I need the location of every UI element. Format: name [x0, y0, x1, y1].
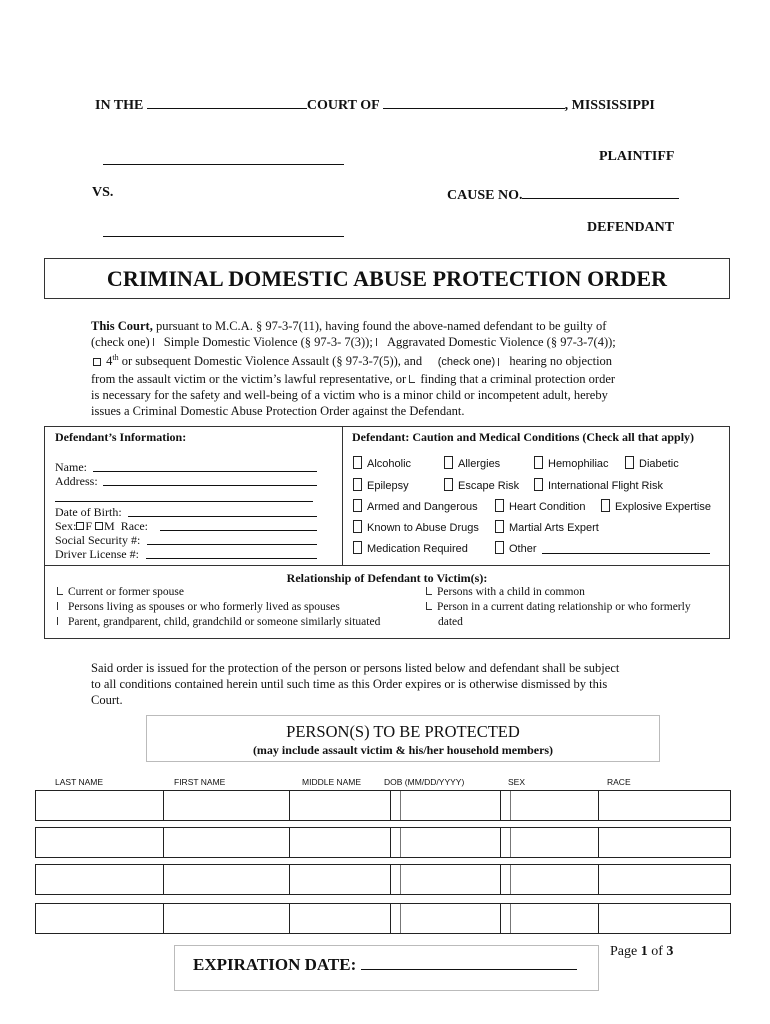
relationship-header: Relationship of Defendant to Victim(s):: [286, 571, 488, 585]
name-label: Name:: [55, 460, 87, 474]
escape-risk-checkbox[interactable]: [444, 478, 453, 491]
flight-risk-checkbox[interactable]: [534, 478, 543, 491]
order-line-1: Said order is issued for the protection of the person or persons listed below and defendant shall be subject: [91, 661, 620, 675]
flight-risk-label: International Flight Risk: [548, 480, 663, 492]
condition-diabetic[interactable]: [625, 456, 679, 470]
ssn-label: Social Security #:: [55, 533, 141, 547]
condition-drugs[interactable]: [353, 520, 479, 534]
col-middle-name: MIDDLE NAME: [302, 777, 362, 787]
sex-f-label: F: [85, 519, 93, 533]
allergies-checkbox[interactable]: [444, 456, 453, 469]
condition-armed[interactable]: [353, 499, 478, 513]
condition-other[interactable]: [495, 541, 537, 555]
table-divider: [342, 427, 343, 565]
finding-checkbox[interactable]: [409, 375, 415, 383]
page-prefix: Page: [610, 944, 638, 959]
hemophiliac-label: Hemophiliac: [548, 458, 609, 470]
expiration-row: [193, 955, 577, 975]
intro-line-5: is necessary for the safety and well-being of a victim who is a minor child or incompetent adult, hereby: [91, 387, 608, 402]
col-dob: DOB (MM/DD/YYYY): [384, 777, 465, 787]
table-row[interactable]: [35, 903, 731, 934]
plaintiff-name-line[interactable]: [103, 164, 344, 165]
diabetic-checkbox[interactable]: [625, 456, 634, 469]
drugs-checkbox[interactable]: [353, 520, 362, 533]
dating-checkbox[interactable]: [426, 602, 432, 610]
page-of: of: [651, 944, 663, 959]
condition-explosive[interactable]: [601, 499, 711, 513]
sex-m-label: M: [104, 519, 115, 533]
sex-label: Sex:: [55, 519, 77, 533]
condition-flight-risk[interactable]: [534, 478, 663, 492]
expiration-field[interactable]: [361, 955, 577, 970]
persons-header-box: [146, 715, 660, 762]
county-blank[interactable]: [383, 95, 565, 109]
living-as-spouses-label: Persons living as spouses or who formerly lived as spouses: [68, 601, 340, 613]
medication-label: Medication Required: [367, 543, 468, 555]
finding-label: finding that a criminal protection order: [420, 371, 616, 386]
page-number: [610, 944, 673, 960]
page-current: 1: [640, 944, 648, 959]
conditions-header: Defendant: Caution and Medical Conditions (Check all that apply): [352, 430, 695, 444]
ssn-field[interactable]: [147, 544, 317, 545]
aggravated-dv-label: Aggravated Domestic Violence (§ 97-3-7(4));: [386, 335, 616, 350]
parent-child-checkbox[interactable]: [57, 617, 63, 625]
cause-no-line: [447, 185, 679, 204]
alcoholic-label: Alcoholic: [367, 458, 412, 470]
parent-child-label: Parent, grandparent, child, grandchild or someone similarly situated: [68, 616, 381, 628]
condition-medication[interactable]: [353, 541, 468, 555]
order-line-3: Court.: [91, 693, 123, 707]
rel-child-in-common[interactable]: [426, 586, 585, 598]
condition-alcoholic[interactable]: [353, 456, 411, 470]
table-row[interactable]: [35, 790, 731, 821]
court-of-label: COURT OF: [306, 98, 380, 113]
sex-row: [55, 519, 148, 534]
col-race: RACE: [607, 777, 631, 787]
dob-label: Date of Birth:: [55, 505, 122, 519]
col-sex: SEX: [508, 777, 526, 787]
current-spouse-checkbox[interactable]: [57, 587, 63, 595]
drugs-label: Known to Abuse Drugs: [367, 522, 479, 534]
hemophiliac-checkbox[interactable]: [534, 456, 543, 469]
armed-label: Armed and Dangerous: [367, 501, 478, 513]
caption-court-line: [95, 95, 655, 114]
defendant-name-line[interactable]: [103, 236, 344, 237]
martial-arts-checkbox[interactable]: [495, 520, 504, 533]
address-label: Address:: [55, 474, 98, 488]
race-label: Race:: [120, 519, 149, 533]
license-field[interactable]: [146, 558, 317, 559]
dating-label: Person in a current dating relationship or who formerly: [437, 601, 691, 613]
epilepsy-label: Epilepsy: [367, 480, 409, 492]
fourth-dv-label: or subsequent Domestic Violence Assault (§ 97-3-7(5)), and: [118, 354, 423, 369]
other-field[interactable]: [542, 553, 710, 554]
rel-living-as-spouses[interactable]: [57, 601, 340, 613]
cause-no-blank[interactable]: [522, 185, 679, 199]
heart-label: Heart Condition: [509, 501, 586, 513]
persons-subtitle: (may include assault victim & his/her household members): [252, 743, 554, 757]
address-field-2[interactable]: [55, 501, 313, 502]
page-title: CRIMINAL DOMESTIC ABUSE PROTECTION ORDER: [106, 265, 668, 291]
check-one-label-2: (check one): [437, 356, 496, 369]
title-box: [44, 258, 730, 299]
condition-escape-risk[interactable]: [444, 478, 519, 492]
intro-line-6: issues a Criminal Domestic Abuse Protection Order against the Defendant.: [91, 404, 465, 419]
defendant-info-table: [44, 426, 730, 566]
diabetic-label: Diabetic: [639, 458, 679, 470]
alcoholic-checkbox[interactable]: [353, 456, 362, 469]
sex-f-checkbox[interactable]: [76, 522, 84, 530]
col-first-name: FIRST NAME: [174, 777, 226, 787]
no-objection-label: hearing no objection: [509, 354, 613, 369]
relationship-section: [44, 566, 730, 639]
child-in-common-checkbox[interactable]: [426, 587, 432, 595]
vs-label: VS.: [92, 185, 114, 200]
address-field[interactable]: [103, 485, 317, 486]
heart-checkbox[interactable]: [495, 499, 504, 512]
license-label: Driver License #:: [55, 547, 139, 561]
race-field[interactable]: [160, 530, 317, 531]
explosive-label: Explosive Expertise: [615, 501, 711, 513]
explosive-checkbox[interactable]: [601, 499, 610, 512]
dob-field[interactable]: [128, 516, 317, 517]
condition-epilepsy[interactable]: [353, 478, 409, 492]
mississippi-label: , MISSISSIPPI: [564, 98, 655, 113]
epilepsy-checkbox[interactable]: [353, 478, 362, 491]
expiration-label: EXPIRATION DATE:: [193, 955, 357, 974]
current-spouse-label: Current or former spouse: [68, 586, 184, 598]
defendant-label: DEFENDANT: [587, 220, 675, 235]
expiration-box: [174, 945, 599, 991]
living-as-spouses-checkbox[interactable]: [57, 602, 63, 610]
persons-title: PERSON(S) TO BE PROTECTED: [286, 722, 520, 741]
no-objection-checkbox[interactable]: [498, 358, 504, 366]
col-last-name: LAST NAME: [55, 777, 104, 787]
other-label: Other: [509, 543, 537, 555]
table-row[interactable]: [35, 827, 731, 858]
fourth-dv-checkbox[interactable]: [93, 358, 101, 366]
medication-checkbox[interactable]: [353, 541, 362, 554]
this-court-label: This Court,: [91, 319, 153, 333]
page-total: 3: [666, 944, 674, 959]
intro-paragraph: This Court, pursuant to M.C.A. § 97-3-7(11), having found the above-named defendant to be guilty of (check one) Simple Domestic Violence (§ 97-3- 7(3)); Aggravated Domestic Violence (§ 97-3-7(4)); 4th or subsequent Domestic Violence Assault (§ 97-3-7(5)), and (check one) hearing no objection from the assault victim or the victim’s lawful representative, or finding that a criminal protection order is necessary for the safety and well-being of a victim who is a minor child or incompetent adult, hereby issues a Criminal Domestic Abuse Protection Order against the Defendant.: [91, 318, 681, 419]
condition-allergies[interactable]: [444, 456, 500, 470]
order-paragraph: [91, 660, 681, 708]
child-in-common-label: Persons with a child in common: [437, 586, 585, 598]
rel-dating-cont: dated: [438, 616, 463, 628]
in-the-label: IN THE: [95, 98, 144, 113]
rel-dating[interactable]: [426, 601, 691, 613]
table-row[interactable]: [35, 864, 731, 895]
armed-checkbox[interactable]: [353, 499, 362, 512]
cause-no-label: CAUSE NO.: [447, 188, 523, 203]
name-field[interactable]: [93, 471, 317, 472]
court-name-blank[interactable]: [147, 95, 307, 109]
rel-current-spouse[interactable]: [57, 586, 184, 598]
rel-parent-child[interactable]: [57, 616, 380, 628]
order-line-2: to all conditions contained herein until such time as this Order expires or is otherwise dismissed by this: [91, 677, 608, 691]
intro-line-1: pursuant to M.C.A. § 97-3-7(11), having found the above-named defendant to be guilty of: [152, 319, 607, 333]
plaintiff-label: PLAINTIFF: [599, 149, 675, 164]
simple-dv-label: Simple Domestic Violence (§ 97-3- 7(3));: [163, 335, 373, 350]
fourth-label: 4: [106, 354, 113, 369]
other-checkbox[interactable]: [495, 541, 504, 554]
condition-hemophiliac[interactable]: [534, 456, 609, 470]
defendant-info-header: Defendant’s Information:: [55, 430, 187, 444]
intro-line-4: from the assault victim or the victim’s lawful representative, or: [91, 371, 407, 386]
sex-m-checkbox[interactable]: [95, 522, 103, 530]
fourth-sup: th: [112, 353, 119, 363]
martial-arts-label: Martial Arts Expert: [509, 522, 599, 534]
allergies-label: Allergies: [458, 458, 501, 470]
escape-risk-label: Escape Risk: [458, 480, 520, 492]
simple-dv-checkbox[interactable]: [153, 338, 159, 346]
condition-martial-arts[interactable]: [495, 520, 599, 534]
condition-heart[interactable]: [495, 499, 585, 513]
aggravated-dv-checkbox[interactable]: [376, 338, 382, 346]
